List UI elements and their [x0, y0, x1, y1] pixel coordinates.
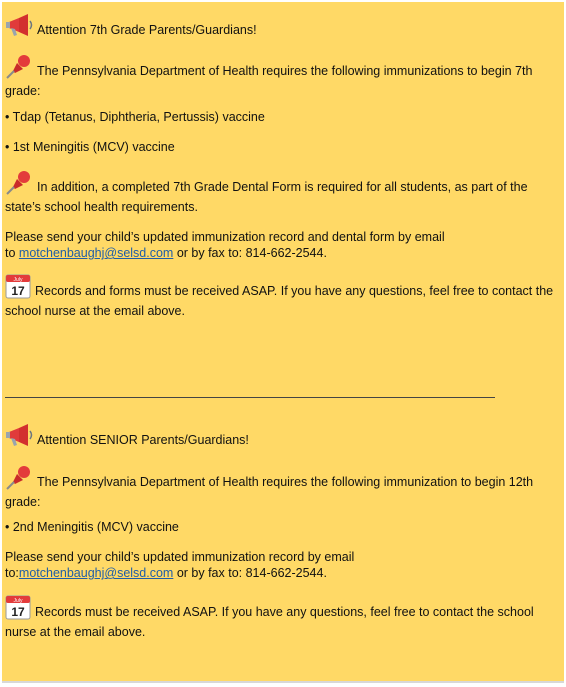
calendar-icon	[5, 274, 32, 303]
dental-form-note	[5, 170, 558, 215]
requirement-intro-senior	[5, 465, 558, 510]
heading-senior	[5, 424, 558, 452]
bullet-tdap: • Tdap (Tetanus, Diphtheria, Pertussis) vaccine	[5, 110, 265, 124]
megaphone-icon	[5, 14, 34, 42]
bullet-meningitis-1st: • 1st Meningitis (MCV) vaccine	[5, 140, 175, 154]
fax-text: or by fax to: 814-662-2544.	[173, 246, 327, 260]
calendar-icon	[5, 595, 32, 624]
pushpin-icon	[5, 170, 34, 199]
calendar-day: 17	[11, 284, 25, 298]
requirement-intro-7th	[5, 54, 558, 99]
heading-text: Attention SENIOR Parents/Guardians!	[37, 433, 249, 447]
deadline-senior	[5, 595, 558, 640]
calendar-month: July	[13, 277, 23, 283]
dental-text: In addition, a completed 7th Grade Dental Form is required for all students, as part of the state’s school health requirements.	[5, 180, 528, 214]
send-contact-line	[5, 565, 558, 581]
calendar-month: July	[13, 598, 23, 604]
fax-text: or by fax to: 814-662-2544.	[173, 566, 327, 580]
pushpin-icon	[5, 465, 34, 494]
email-link[interactable]: motchenbaughj@selsd.com	[18, 566, 174, 580]
send-records-7th	[5, 229, 558, 261]
send-to-label: to:	[5, 566, 19, 580]
send-records-senior	[5, 549, 558, 581]
email-link[interactable]: motchenbaughj@selsd.com	[18, 246, 174, 260]
requirement-text: The Pennsylvania Department of Health requires the following immunizations to begin 7th grade:	[5, 64, 533, 98]
send-line: Please send your child’s updated immunization record and dental form by email	[5, 230, 445, 244]
requirement-text: The Pennsylvania Department of Health requires the following immunization to begin 12th grade:	[5, 475, 534, 509]
deadline-text: Records must be received ASAP. If you have any questions, feel free to contact the school nurse at the email above.	[5, 605, 534, 639]
deadline-7th	[5, 274, 558, 319]
send-line: Please send your child’s updated immunization record by email	[5, 550, 355, 564]
pushpin-icon	[5, 54, 34, 83]
announcement-page	[2, 2, 564, 683]
megaphone-icon	[5, 424, 34, 452]
section-divider	[5, 397, 495, 398]
send-contact-line	[5, 245, 558, 261]
bottom-border	[2, 681, 564, 683]
heading-text: Attention 7th Grade Parents/Guardians!	[37, 23, 257, 37]
heading-7th-grade	[5, 14, 558, 42]
send-to-label: to	[5, 246, 19, 260]
bullet-meningitis-2nd: • 2nd Meningitis (MCV) vaccine	[5, 520, 179, 534]
calendar-day: 17	[11, 605, 25, 619]
deadline-text: Records and forms must be received ASAP. If you have any questions, feel free to contact the school nurse at the email above.	[5, 284, 554, 318]
